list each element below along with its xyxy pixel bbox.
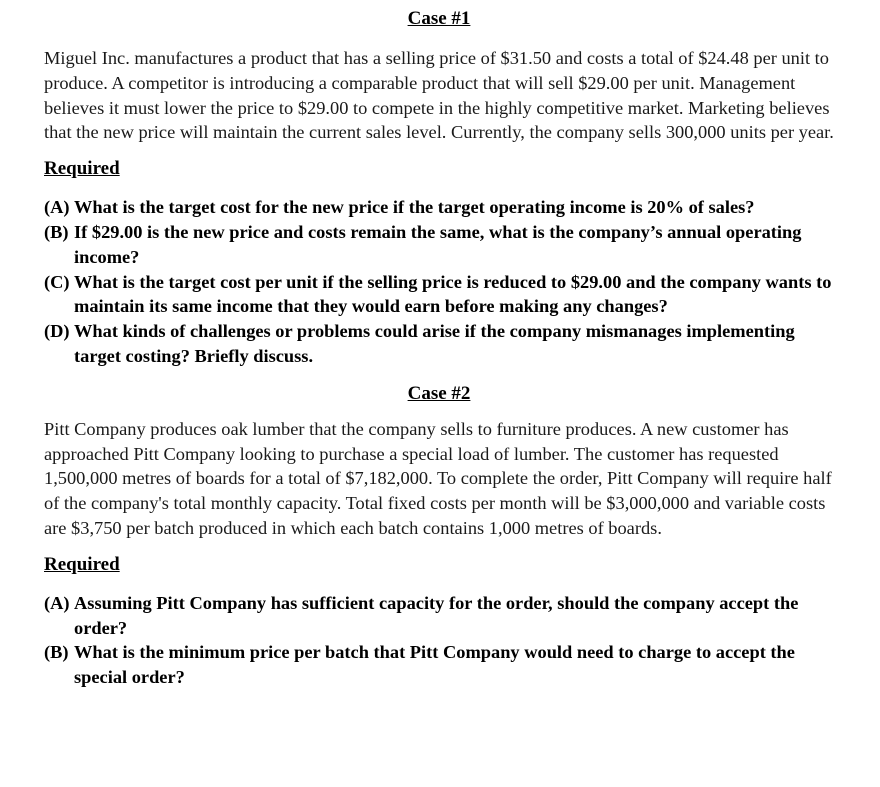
question-text: What is the minimum price per batch that Pitt Company would need to charge to accept the special order? [74,642,795,688]
question-text: What is the target cost for the new price if the target operating income is 20% of sales? [74,197,755,218]
case-1-question-d [44,319,834,369]
case-1-title: Case #1 [407,8,471,29]
question-label: (D) [44,321,70,342]
case-2-required-heading: Required [44,553,120,575]
case-2-title: Case #2 [407,382,471,404]
question-label: (C) [44,271,70,292]
case-2-question-b [44,640,834,690]
case-2-questions [44,591,834,690]
case-1-question-a [44,195,834,220]
case-2-question-a [44,591,834,641]
case-1-questions [44,195,834,369]
question-text: Assuming Pitt Company has sufficient capacity for the order, should the company accept the order? [74,592,799,638]
case-1-question-b [44,220,834,270]
question-label: (B) [44,221,69,242]
question-text: What is the target cost per unit if the selling price is reduced to $29.00 and the company wants to maintain its same income that they would earn before making any changes? [74,271,832,317]
question-text: What kinds of challenges or problems could arise if the company mismanages implementing target costing? Briefly discuss. [74,321,795,366]
question-text: If $29.00 is the new price and costs remain the same, what is the company’s annual operating income? [74,221,802,267]
question-label: (A) [44,592,70,613]
case-1-required-heading: Required [44,158,120,180]
document-page [44,0,834,690]
question-label: (A) [44,197,70,218]
case-1-question-c [44,270,834,320]
question-label: (B) [44,642,69,663]
case-2-paragraph: Pitt Company produces oak lumber that the company sells to furniture produces. A new customer has approached Pitt Company looking to purchase a special load of lumber. The customer has requested 1,500,000 metres of boards for a total of $7,182,000. To complete the order, Pitt Company will require half of the company's total monthly capacity. Total fixed costs per month will be $3,000,000 and variable costs are $3,750 per batch produced in which each batch contains 1,000 metres of boards. [44,418,832,538]
case-1-paragraph: Miguel Inc. manufactures a product that has a selling price of $31.50 and costs a total of $24.48 per unit to produce. A competitor is introducing a comparable product that will sell $29.00 per unit. Management believes it must lower the price to $29.00 to compete in the highly competitive market. Marketing believes that the new price will maintain the current sales level. Currently, the company sells 300,000 units per year. [44,48,834,143]
